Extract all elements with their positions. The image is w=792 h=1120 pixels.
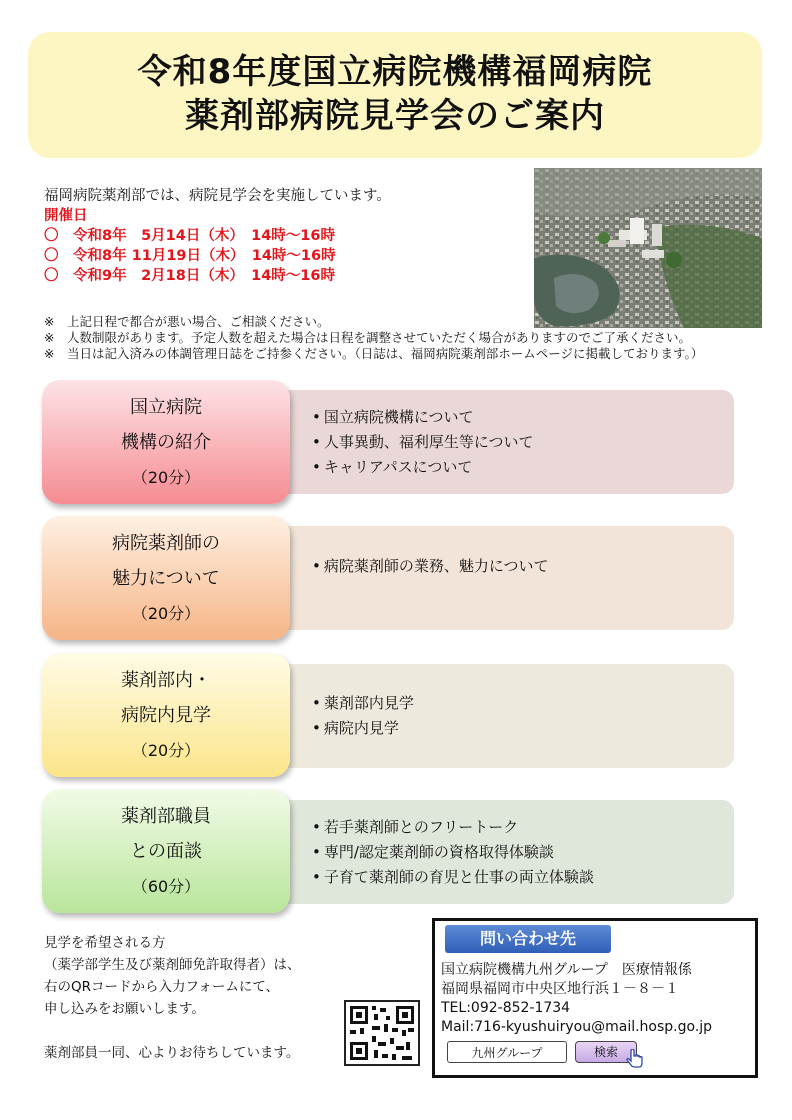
program-duration: （20分） xyxy=(131,467,201,487)
contact-address: 福岡県福岡市中央区地行浜１－８－１ xyxy=(441,981,679,997)
apply-line: 申し込みをお願いします。 xyxy=(44,1001,205,1017)
contact-heading: 問い合わせ先 xyxy=(445,925,611,953)
program-item: • 病院内見学 xyxy=(312,716,734,741)
program-duration: （20分） xyxy=(131,603,201,623)
program-item: • 若手薬剤師とのフリートーク xyxy=(312,815,734,840)
program-label-tour xyxy=(42,653,290,777)
notes xyxy=(44,314,774,362)
contact-tel: TEL:092-852-1734 xyxy=(441,1000,571,1016)
program-detail-appeal xyxy=(250,526,734,630)
search-term-field[interactable]: 九州グループ xyxy=(447,1041,567,1063)
program-label-line: 魅力について xyxy=(112,567,220,589)
program-detail-tour xyxy=(250,664,734,768)
note-item: ※ 上記日程で都合が悪い場合、ご相談ください。 xyxy=(44,314,330,329)
program-item: • 病院薬剤師の業務、魅力について xyxy=(312,554,734,579)
closing-message: 薬剤部員一同、心よりお待ちしています。 xyxy=(44,1045,300,1061)
date-row: 〇 令和8年 11月19日（木） 14時～16時 xyxy=(44,248,336,264)
date-row: 〇 令和9年 2月18日（木） 14時～16時 xyxy=(44,268,335,284)
intro-block xyxy=(44,186,524,286)
title-banner xyxy=(28,32,762,158)
program-item: • 国立病院機構について xyxy=(312,405,734,430)
apply-line: 見学を希望される方 xyxy=(44,935,166,951)
program-label-line: 薬剤部内・ xyxy=(121,669,211,691)
program-detail-nho xyxy=(250,390,734,494)
note-item: ※ 当日は記入済みの体調管理日誌をご持参ください。（日誌は、福岡病院薬剤部ホームページに掲載しております。） xyxy=(44,346,704,361)
program-item: • 人事異動、福利厚生等について xyxy=(312,430,734,455)
program-label-nho xyxy=(42,380,290,504)
application-instructions xyxy=(44,932,364,1064)
program-duration: （60分） xyxy=(131,876,201,896)
program-item: • 子育て薬剤師の育児と仕事の両立体験談 xyxy=(312,865,734,890)
program-label-line: 病院内見学 xyxy=(121,704,211,726)
program-item: • キャリアパスについて xyxy=(312,455,734,480)
program-item: • 薬剤部内見学 xyxy=(312,691,734,716)
program-label-line: との面談 xyxy=(130,840,202,862)
apply-line: 右のQRコードから入力フォームにて、 xyxy=(44,979,280,995)
contact-mail[interactable]: Mail:716-kyushuiryou@mail.hosp.go.jp xyxy=(441,1019,713,1035)
search-button[interactable]: 検索 xyxy=(575,1041,637,1063)
program-label-line: 機構の紹介 xyxy=(121,431,211,453)
note-item: ※ 人数制限があります。予定人数を超えた場合は日程を調整させていただく場合がありますのでご了承ください。 xyxy=(44,330,691,345)
program-detail-interview xyxy=(250,800,734,904)
page-title-line1: 令和8年度国立病院機構福岡病院 xyxy=(137,52,653,92)
program-label-appeal xyxy=(42,516,290,640)
hand-cursor-icon xyxy=(625,1049,645,1069)
apply-line: （薬学部学生及び薬剤師免許取得者）は、 xyxy=(44,957,301,973)
date-row: 〇 令和8年 5月14日（木） 14時～16時 xyxy=(44,228,335,244)
program-label-interview xyxy=(42,789,290,913)
intro-lead: 福岡病院薬剤部では、病院見学会を実施しています。 xyxy=(44,188,391,204)
program-label-line: 薬剤部職員 xyxy=(121,805,211,827)
dates-heading: 開催日 xyxy=(44,208,88,224)
contact-org: 国立病院機構九州グループ 医療情報係 xyxy=(441,962,692,978)
page-title-line2: 薬剤部病院見学会のご案内 xyxy=(185,96,605,136)
program-label-line: 病院薬剤師の xyxy=(112,532,220,554)
program-item: • 専門/認定薬剤師の資格取得体験談 xyxy=(312,840,734,865)
program-label-line: 国立病院 xyxy=(130,396,202,418)
program-duration: （20分） xyxy=(131,740,201,760)
contact-box xyxy=(432,918,758,1078)
qr-code[interactable] xyxy=(344,1000,420,1066)
contact-details xyxy=(441,961,757,1037)
hospital-aerial-photo xyxy=(534,168,762,328)
